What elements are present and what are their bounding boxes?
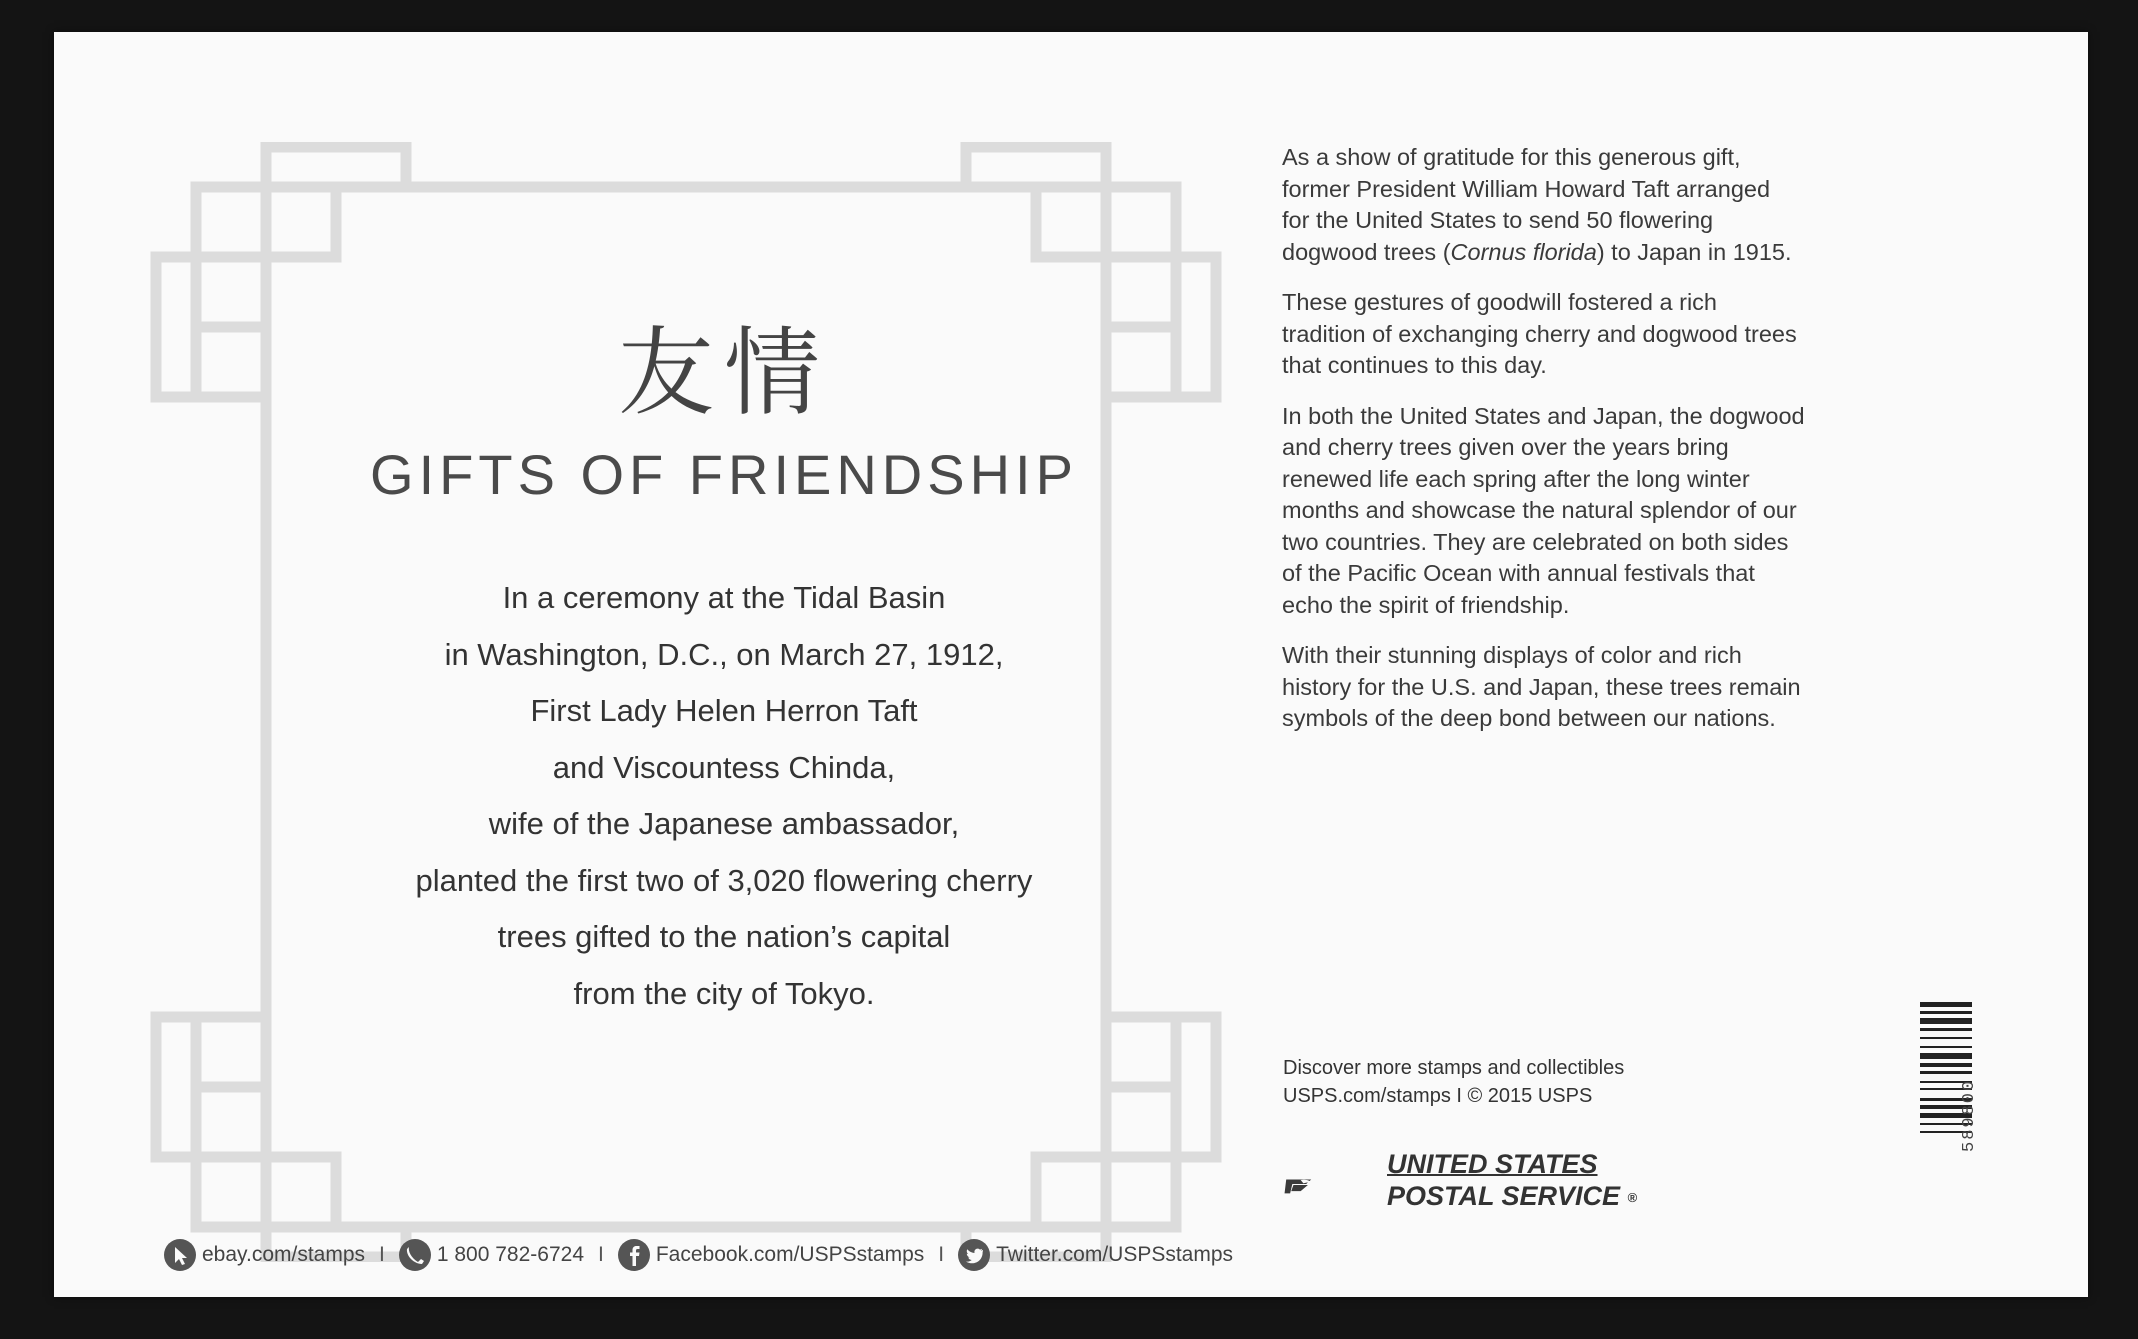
footer-contact-bar — [164, 1239, 1233, 1271]
story-line: First Lady Helen Herron Taft — [530, 693, 918, 728]
text-line: months and showcase the natural splendor of our — [1282, 497, 1797, 523]
separator: I — [598, 1243, 604, 1266]
text-line: two countries. They are celebrated on both sides — [1282, 528, 1789, 555]
text-line: In both the United States and Japan, the dogwood — [1282, 402, 1805, 429]
story-line: and Viscountess Chinda, — [552, 749, 896, 785]
ebay-text: ebay.com/stamps — [202, 1243, 366, 1266]
text-line: that continues to this day. — [1282, 352, 1547, 378]
facebook-icon — [618, 1239, 650, 1271]
text-line: of the Pacific Ocean with annual festivals that — [1282, 560, 1755, 586]
footer-twitter-link[interactable] — [958, 1239, 1233, 1271]
story-line: from the city of Tokyo. — [573, 975, 875, 1011]
text-segment: ) to Japan in 1915. — [1596, 238, 1792, 265]
text-segment: dogwood trees ( — [1282, 238, 1451, 265]
story-text — [214, 570, 1234, 1022]
usps-eagle-logo-icon — [1284, 1152, 1384, 1222]
usps-wordmark-text: POSTAL SERVICE — [1387, 1181, 1621, 1211]
paragraph-goodwill — [1282, 287, 1882, 382]
paragraph-gratitude — [1282, 142, 1882, 268]
facebook-text: Facebook.com/USPSstamps — [655, 1243, 925, 1266]
twitter-text: Twitter.com/USPSstamps — [996, 1243, 1234, 1266]
paragraph-both-countries — [1282, 401, 1882, 622]
text-line: echo the spirit of friendship. — [1282, 591, 1570, 618]
text-line: former President William Howard Taft arranged — [1282, 175, 1771, 202]
story-line: trees gifted to the nation’s capital — [497, 919, 951, 954]
text-line: With their stunning displays of color and rich — [1282, 642, 1742, 668]
paragraph-displays — [1282, 640, 1882, 735]
phone-icon — [399, 1239, 431, 1271]
footer-facebook-link[interactable] — [618, 1239, 924, 1271]
story-line: planted the first two of 3,020 flowering cherry — [415, 862, 1033, 898]
footer-phone-link[interactable] — [399, 1239, 584, 1271]
usps-stamps-link[interactable]: USPS.com/stamps I © 2015 USPS — [1283, 1085, 1593, 1107]
scientific-name: Cornus florida — [1450, 238, 1597, 265]
page-title: GIFTS OF FRIENDSHIP — [370, 443, 1078, 506]
cursor-icon — [164, 1239, 196, 1271]
phone-text: 1 800 782-6724 — [436, 1243, 584, 1266]
separator: I — [938, 1243, 945, 1266]
usps-wordmark-line: UNITED STATES — [1387, 1149, 1598, 1179]
right-column-text — [1282, 142, 1882, 754]
text-line: tradition of exchanging cherry and dogwood trees — [1282, 320, 1797, 347]
info-card — [54, 32, 2088, 1297]
separator: I — [379, 1243, 385, 1266]
barcode-number: 589800 — [1960, 1078, 1979, 1152]
discover-line: Discover more stamps and collectibles — [1283, 1057, 1625, 1079]
text-line: for the United States to send 50 flowering — [1282, 207, 1714, 233]
text-line: These gestures of goodwill fostered a rich — [1282, 289, 1717, 315]
story-line: in Washington, D.C., on March 27, 1912, — [444, 636, 1004, 672]
registered-mark: ® — [1627, 1189, 1638, 1205]
discover-stamps-text — [1283, 1054, 1624, 1110]
story-line: In a ceremony at the Tidal Basin — [502, 580, 946, 615]
text-line: As a show of gratitude for this generous gift, — [1282, 144, 1741, 170]
footer-ebay-link[interactable] — [164, 1239, 365, 1271]
text-line: history for the U.S. and Japan, these trees remain — [1282, 673, 1801, 700]
usps-wordmark-line — [1387, 1180, 1637, 1214]
text-line — [1282, 237, 1882, 269]
twitter-icon — [958, 1239, 990, 1271]
chinese-heading: 友情 — [618, 317, 830, 429]
story-line: wife of the Japanese ambassador, — [488, 806, 960, 841]
text-line: renewed life each spring after the long winter — [1282, 465, 1750, 492]
usps-wordmark — [1387, 1148, 1637, 1214]
text-line: symbols of the deep bond between our nations. — [1282, 705, 1776, 731]
text-line: and cherry trees given over the years bring — [1282, 434, 1729, 460]
